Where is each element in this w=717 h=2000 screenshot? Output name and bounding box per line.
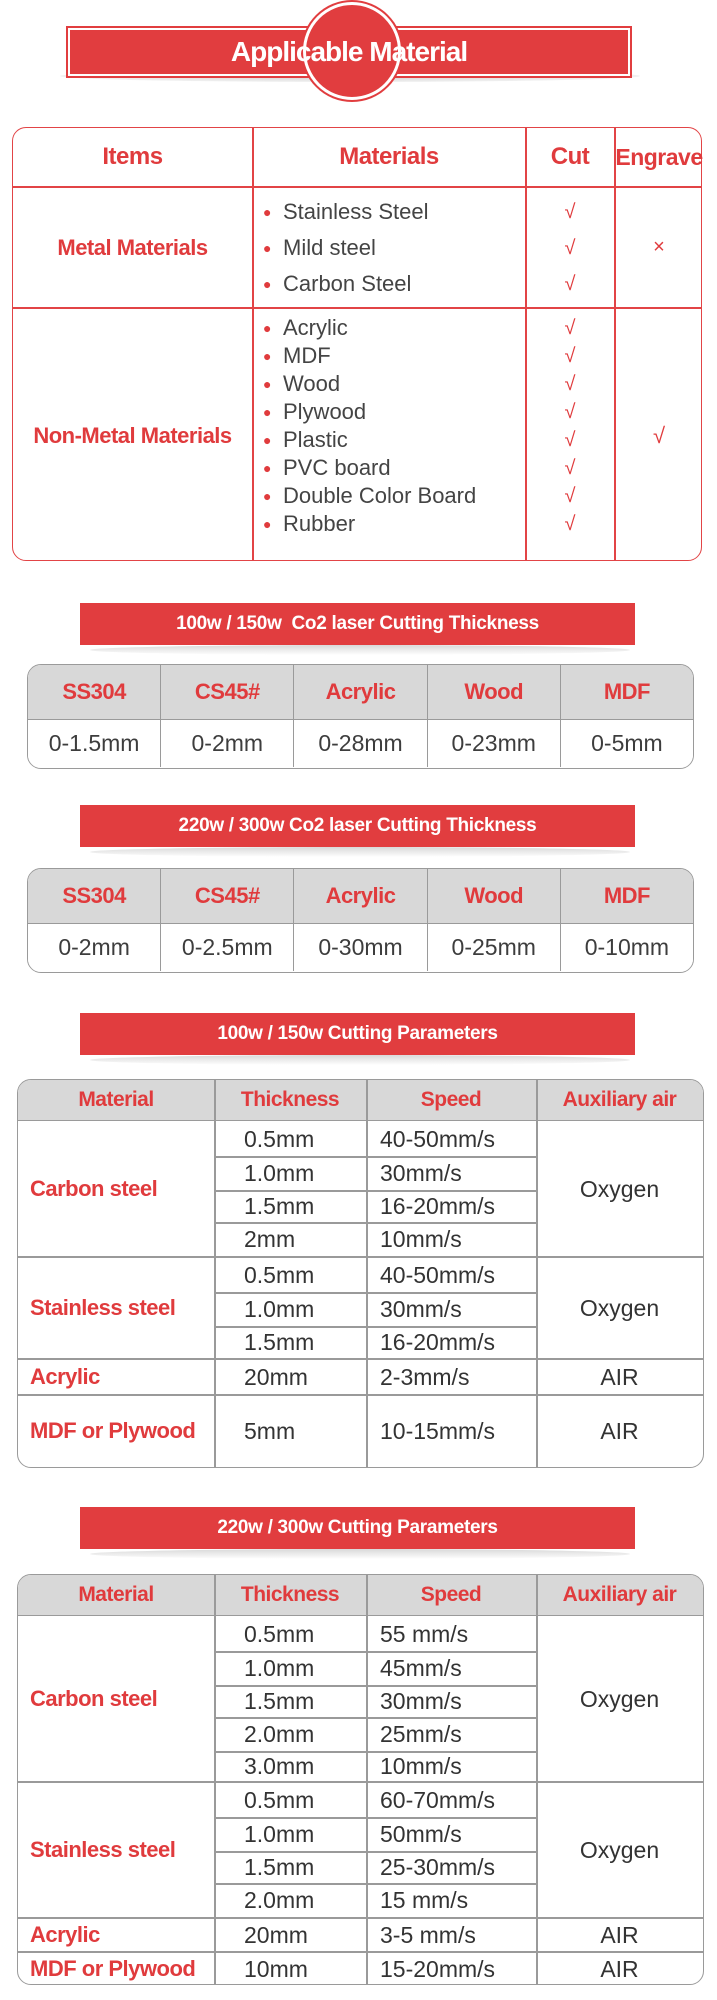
params-vline [214, 1575, 216, 1984]
thickness-value-cell: 0-23mm [428, 719, 561, 767]
thickness-value-cell: 0-1.5mm [28, 719, 161, 767]
thickness-value-cell: 0-2.5mm [161, 923, 294, 971]
mt-metal-engrave: × [653, 236, 665, 258]
params-thickness-cell: 20mm [244, 1364, 308, 1390]
thickness-value-cell: 0-2mm [28, 923, 161, 971]
params-thickness-cell: 1.0mm [244, 1821, 315, 1847]
mt-header-items: Items [102, 143, 163, 170]
thickness-header-cell: CS45# [161, 665, 294, 719]
thickness-header-cell: SS304 [28, 869, 161, 923]
params-speed-cell: 30mm/s [380, 1688, 462, 1714]
thickness-1-value-row [28, 719, 693, 767]
mt-header-materials: Materials [339, 143, 439, 170]
params-1-title: 100w / 150w Cutting Parameters [217, 1023, 498, 1044]
thickness-2-table [27, 868, 694, 973]
params-speed-cell: 15 mm/s [380, 1887, 469, 1913]
params-header-cell: Thickness [240, 1583, 340, 1606]
mt-item-label: MDF [283, 343, 331, 368]
thickness-header-cell: Wood [428, 869, 561, 923]
mt-item-label: Double Color Board [283, 483, 477, 508]
mt-item-label: Acrylic [283, 315, 348, 340]
thickness-2-value-row [28, 923, 693, 971]
params-speed-cell: 50mm/s [380, 1821, 462, 1847]
thickness-value-cell: 0-25mm [428, 923, 561, 971]
params-thickness-cell: 2.0mm [244, 1887, 315, 1913]
params-speed-cell: 2-3mm/s [380, 1364, 470, 1390]
mt-cut-mark: √ [564, 401, 576, 423]
params-thickness-cell: 1.0mm [244, 1296, 315, 1322]
params-material-cell: Carbon steel [30, 1176, 158, 1201]
params-thickness-cell: 2mm [244, 1226, 296, 1252]
mt-cut-mark: √ [564, 345, 576, 367]
mt-bullet: ● [263, 276, 272, 292]
mt-cut-mark: √ [564, 237, 576, 259]
thickness-1-header-row [28, 665, 693, 719]
mt-metal-label: Metal Materials [57, 235, 208, 260]
params-header-cell: Speed [420, 1583, 482, 1606]
mt-bullet: ● [263, 432, 272, 448]
mt-cut-mark: √ [564, 317, 576, 339]
mt-bullet: ● [263, 240, 272, 256]
materials-table [12, 127, 702, 561]
params-speed-cell: 25mm/s [380, 1721, 462, 1747]
params-vline [214, 1080, 216, 1467]
params-material-cell: MDF or Plywood [30, 1956, 196, 1981]
thickness-1-title: 100w / 150w Co2 laser Cutting Thickness [176, 613, 539, 634]
params-header-cell: Auxiliary air [562, 1088, 677, 1111]
params-header-cell: Speed [420, 1088, 482, 1111]
params-speed-cell: 10mm/s [380, 1226, 462, 1252]
thickness-value-cell: 0-2mm [161, 719, 294, 767]
mt-nonmetal-engrave: √ [652, 423, 666, 448]
mt-cut-mark: √ [564, 273, 576, 295]
mt-header-engrave: Engrave [615, 144, 703, 170]
params-speed-cell: 15-20mm/s [380, 1956, 496, 1982]
thickness-header-cell: MDF [603, 883, 650, 908]
thickness-header-cell: Wood [428, 665, 561, 719]
params-thickness-cell: 3.0mm [244, 1753, 315, 1779]
mt-item-label: Rubber [283, 511, 356, 536]
mt-cut-mark: √ [564, 429, 576, 451]
thickness-2-header-row [28, 869, 693, 923]
mt-bullet: ● [263, 348, 272, 364]
thickness-1-banner [80, 603, 635, 645]
thickness-header-cell: CS45# [161, 869, 294, 923]
params-material-cell: Acrylic [30, 1922, 100, 1947]
params-air-cell: Oxygen [579, 1837, 660, 1863]
params-vline [366, 1575, 368, 1984]
params-speed-cell: 10mm/s [380, 1753, 462, 1779]
thickness-1-banner-shadow [90, 645, 630, 655]
params-air-cell: Oxygen [579, 1686, 660, 1712]
params-1-banner-shadow [90, 1055, 630, 1065]
params-thickness-cell: 1.0mm [244, 1655, 315, 1681]
params-thickness-cell: 1.5mm [244, 1193, 315, 1219]
params-thickness-cell: 1.5mm [244, 1329, 315, 1355]
params-thickness-cell: 10mm [244, 1956, 308, 1982]
params-thickness-cell: 1.0mm [244, 1160, 315, 1186]
params-material-cell: Stainless steel [30, 1295, 176, 1320]
mt-cut-mark: √ [564, 513, 576, 535]
mt-cut-mark: √ [564, 485, 576, 507]
thickness-header-cell: SS304 [28, 665, 161, 719]
mt-divider [252, 128, 254, 560]
thickness-value-cell: 0-10mm [561, 923, 693, 971]
params-speed-cell: 55 mm/s [380, 1621, 469, 1647]
mt-bullet: ● [263, 516, 272, 532]
thickness-2-banner [80, 805, 635, 847]
thickness-value-cell: 0-5mm [561, 719, 693, 767]
params-speed-cell: 10-15mm/s [380, 1418, 496, 1444]
params-header-cell: Thickness [240, 1088, 340, 1111]
params-header-cell: Auxiliary air [562, 1583, 677, 1606]
params-2-banner [80, 1507, 635, 1549]
mt-item-label: Carbon Steel [283, 271, 412, 296]
params-speed-cell: 25-30mm/s [380, 1854, 496, 1880]
params-material-cell: Stainless steel [30, 1837, 176, 1862]
params-thickness-cell: 0.5mm [244, 1262, 315, 1288]
params-thickness-cell: 2.0mm [244, 1721, 315, 1747]
thickness-2-title: 220w / 300w Co2 laser Cutting Thickness [178, 815, 537, 836]
params-header-row [18, 1575, 703, 1616]
params-speed-cell: 45mm/s [380, 1655, 462, 1681]
params-1-banner [80, 1013, 635, 1055]
params-thickness-cell: 5mm [244, 1418, 296, 1444]
thickness-value-cell: 0-28mm [294, 719, 427, 767]
params-air-cell: Oxygen [579, 1176, 660, 1202]
params-speed-cell: 40-50mm/s [380, 1126, 496, 1152]
params-speed-cell: 16-20mm/s [380, 1329, 496, 1355]
mt-item-label: Wood [283, 371, 341, 396]
params-header-cell: Material [78, 1583, 154, 1606]
mt-cut-mark: √ [564, 373, 576, 395]
mt-bullet: ● [263, 320, 272, 336]
mt-cut-mark: √ [564, 457, 576, 479]
params-2-banner-shadow [90, 1549, 630, 1559]
params-2-title: 220w / 300w Cutting Parameters [217, 1517, 498, 1538]
mt-item-label: Plastic [283, 427, 348, 452]
thickness-2-banner-shadow [90, 847, 630, 857]
mt-item-label: Plywood [283, 399, 367, 424]
mt-bullet: ● [263, 460, 272, 476]
thickness-value-cell: 0-30mm [294, 923, 427, 971]
params-air-cell: AIR [600, 1364, 639, 1390]
params-speed-cell: 60-70mm/s [380, 1787, 496, 1813]
mt-cut-mark: √ [564, 201, 576, 223]
mt-bullet: ● [263, 204, 272, 220]
mt-item-label: Mild steel [283, 235, 376, 260]
params-speed-cell: 30mm/s [380, 1160, 462, 1186]
params-thickness-cell: 0.5mm [244, 1787, 315, 1813]
params-air-cell: Oxygen [579, 1295, 660, 1321]
mt-bullet: ● [263, 488, 272, 504]
params-thickness-cell: 0.5mm [244, 1126, 315, 1152]
params-thickness-cell: 0.5mm [244, 1621, 315, 1647]
params-header-row [18, 1080, 703, 1121]
params-speed-cell: 30mm/s [380, 1296, 462, 1322]
thickness-1-table [27, 664, 694, 769]
params-header-cell: Material [78, 1088, 154, 1111]
params-2-table [17, 1574, 704, 1985]
params-thickness-cell: 1.5mm [244, 1688, 315, 1714]
mt-bullet: ● [263, 376, 272, 392]
thickness-header-cell: Acrylic [294, 665, 427, 719]
params-1-table [17, 1079, 704, 1468]
mt-header-cut: Cut [550, 143, 590, 170]
params-vline [366, 1080, 368, 1467]
mt-item-label: Stainless Steel [283, 199, 429, 224]
thickness-header-cell: MDF [603, 679, 650, 704]
params-material-cell: Carbon steel [30, 1686, 158, 1711]
page-title: Applicable Material [230, 36, 468, 67]
params-speed-cell: 16-20mm/s [380, 1193, 496, 1219]
mt-nonmetal-label: Non-Metal Materials [33, 423, 232, 448]
params-air-cell: AIR [600, 1922, 639, 1948]
thickness-header-cell: Acrylic [294, 869, 427, 923]
params-air-cell: AIR [600, 1418, 639, 1444]
mt-bullet: ● [263, 404, 272, 420]
params-thickness-cell: 1.5mm [244, 1854, 315, 1880]
params-air-cell: AIR [600, 1956, 639, 1982]
params-thickness-cell: 20mm [244, 1922, 308, 1948]
mt-item-label: PVC board [283, 455, 391, 480]
params-material-cell: MDF or Plywood [30, 1418, 196, 1443]
params-speed-cell: 40-50mm/s [380, 1262, 496, 1288]
params-speed-cell: 3-5 mm/s [380, 1922, 476, 1948]
params-material-cell: Acrylic [30, 1364, 100, 1389]
